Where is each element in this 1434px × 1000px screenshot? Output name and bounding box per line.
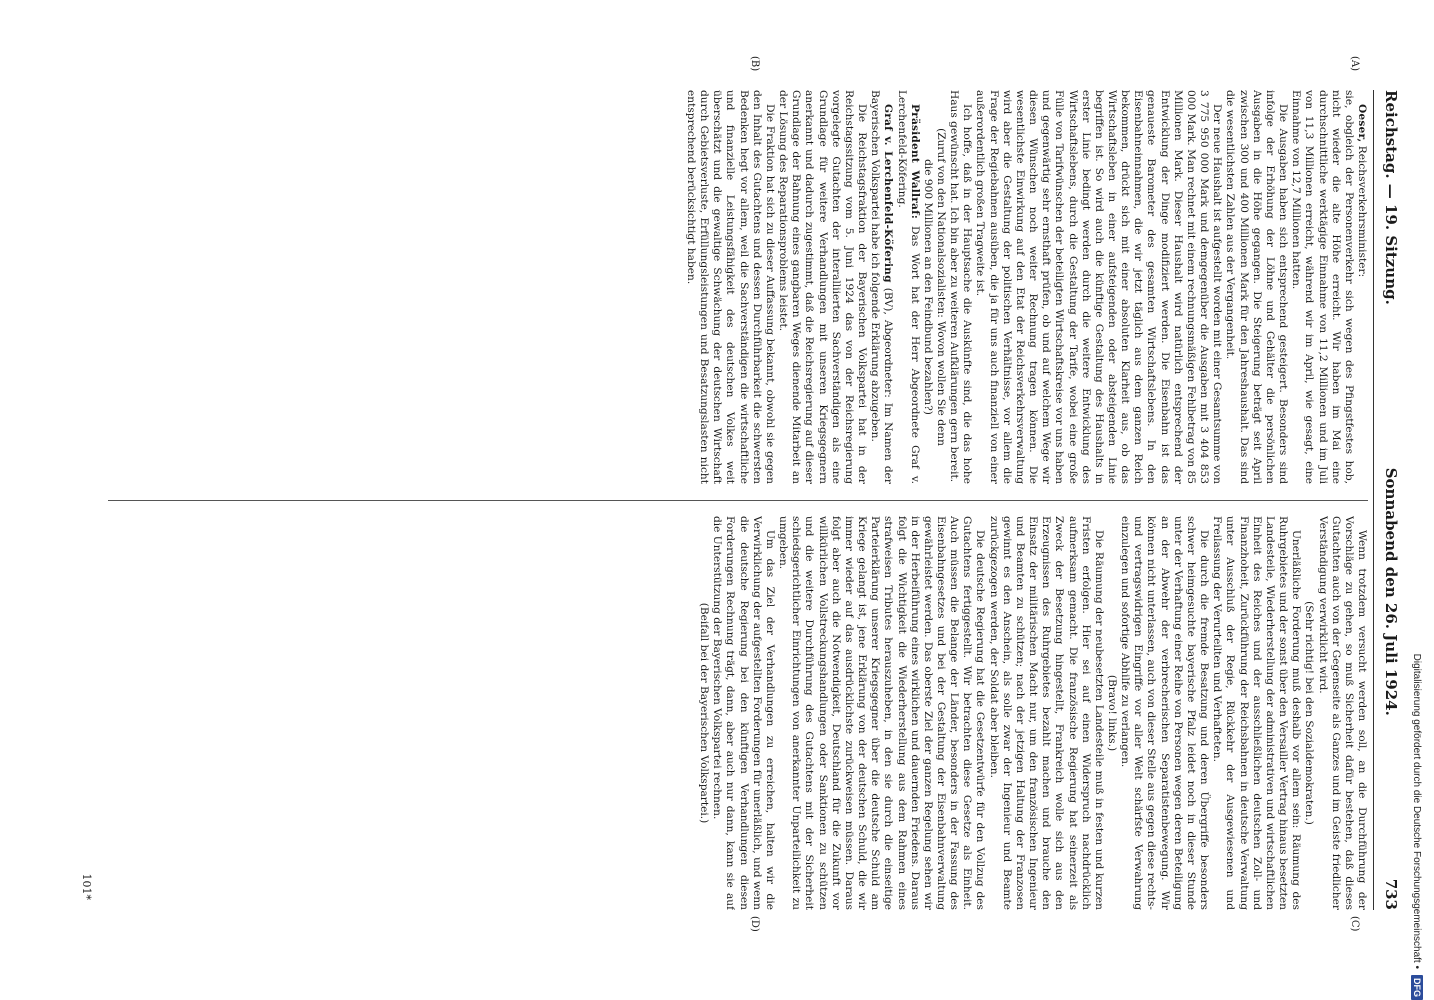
speaker-text: Das Wort hat der Herr Abgeordnete Graf v. Lerchenfeld-Köfering. bbox=[895, 90, 921, 484]
interjection: (Sehr richtig! bei den Sozialdemokraten.) bbox=[1303, 601, 1316, 825]
body-paragraph: Die deutsche Regierung hat die Gesetzentwürfe für den Vollzug des Gutachtens fertiggestellt. Wir betrachten diese Gesetze als Einheit. Auch müssen die Belange der Länder, besonders in der Fassung des Eisenbahngesetzes und bei der Gestaltung der Eisenbahnverwaltung gewährleistet werden. Das oberste Ziel der ganzen Regelung sehen wir in der Herbeiführung eines wirklichen und dauernden Friedens. Daraus folgt die Wichtigkeit die Wiederherstellung aus dem Rahmen eines strafweisen Tributes herauszuheben, in den sie durch die einseitige Parteierklärung unserer Kriegsgegner über die deutsche Schuld am Kriege gelangt ist, jene Erklärung von der deutschen Schuld, die wir immer wieder auf das ausdrücklichste zurückweisen müssen. Daraus folgt aber auch die Notwendigkeit, Deutschland für die Zukunft vor willkürlichen Vollstreckungshandlungen oder Sanktionen zu schützen und die weitere Durchführung des Gutachtens mit der Sicherheit schiedsgerichtlicher Einrichtungen von anerkannter Unparteilichkeit zu umgeben. bbox=[777, 516, 987, 910]
header-left: Reichstag. — 19. Sitzung. bbox=[1382, 90, 1400, 305]
running-head bbox=[1376, 90, 1400, 910]
column-divider bbox=[108, 500, 1368, 501]
header-date: Sonnabend den 26. Juli 1924. bbox=[1382, 467, 1400, 716]
body-paragraph: Die Fraktion hat sich zu dieser Auffassung bekannt, obwohl sie gegen den Inhalt des Gutachtens und dessen Durchführbarkeit die schwersten Bedenken hegt vor allem, weil die Sachverständigen die wirtschaftliche und finanzielle Leistungsfähigkeit des deutschen Volkes weit überschätzt und die gewaltige Schwächung der deutschen Wirtschaft durch Gebietsverluste, Erfüllungsleistungen und Besatzungslasten nicht entsprechend berücksichtigt haben. bbox=[685, 90, 776, 484]
body-paragraph: Unerläßliche Forderung muß deshalb vor allem sein: Räumung des Ruhrgebietes und der sonst über den Versailler Vertrag hinaus besetzten Landesteile, Wiederherstellung der administrativen und wirtschaftlichen Einheit des Reiches und der ausschließlichen deutschen Zoll- und Finanzhoheit, Zurückführung der Reichsbahnen in deutsche Verwaltung unter Ausschluß der Regie, Rückkehr der Ausgewiesenen und Freilassung der Verurteilten und Verhafteten. bbox=[1211, 516, 1303, 910]
body-paragraph: Wenn trotzdem versucht werden soll, an die Durchführung der Vorschläge zu gehen, so muß Sicherheit dafür bestehen, daß dieses Gutachten auch von der Gegenseite als Ganzes und im Geiste friedlicher Verständigung verwirklicht wird. bbox=[1316, 516, 1368, 910]
speaker-text: Reichsverkehrsminister: bbox=[1356, 142, 1368, 278]
header-rule bbox=[1373, 90, 1374, 910]
signature-mark: 101* bbox=[80, 873, 93, 900]
dfg-logo: DFG bbox=[1411, 975, 1423, 1000]
speaker-name: Oeser, bbox=[1356, 104, 1368, 143]
marker-a: (A) bbox=[1349, 56, 1360, 72]
body-paragraph: Ich hoffe, daß in der Hauptsache die Auskünfte sind, die das hohe Haus gewünscht hat. Ich bin aber zu weiteren Aufklärungen gern bereit. bbox=[948, 90, 974, 484]
body-paragraph: sie, obgleich der Personenverkehr sich wegen des Pfingstfestes hob, nicht wieder die alte Höhe erreicht. Wir haben im Mai eine durchschnittliche werktägige Einnahme von 11,2 Millionen und im Juli von 11,3 Millionen erreicht, während wir im April, wie gesagt, eine Einnahme von 12,7 Millionen hatten. bbox=[1290, 90, 1355, 484]
speaker-paragraph bbox=[868, 90, 894, 484]
digitization-credit bbox=[1404, 0, 1430, 1000]
speaker-text: (BV), Abgeordneter: Im Namen der Bayerischen Volkspartei habe ich folgende Erklärung abzugeben. bbox=[869, 90, 895, 484]
speaker-name: Präsident Wallraf: bbox=[908, 104, 921, 219]
body-paragraph: Die Räumung der neubesetzten Landesteile muß in festen und kurzen Fristen erfolgen. Hier sei auf einen Widerspruch nachdrücklich aufmerksam gemacht. Die französische Regierung hat seinerzeit als Zweck der Besetzung hingestellt, Frankreich wolle sich aus den Erzeugnissen des Ruhrgebietes bezahlt machen und brauche den Einsatz der militärischen Macht nur, um den französischen Ingenieur und Beamten zu schützen; nach der jetzigen Haltung der Franzosen gewinnt es den Anschein, als solle zwar der Ingenieur und Beamte zurückgezogen werden, der Soldat aber bleiben. bbox=[987, 516, 1105, 910]
left-column bbox=[108, 90, 1368, 484]
interjection: (Bravo! links.) bbox=[1106, 674, 1119, 752]
speaker-name: Graf v. Lerchenfeld-Köfering bbox=[882, 104, 895, 283]
body-paragraph: Die Reichstagsfraktion der Bayerischen Volkspartei hat in der Reichstagssitzung vom 5. Juni 1924 das von der Reichsregierung vorgelegte Gutachten der interalliierten Sachverständigen als eine Grundlage für weitere Verhandlungen mit unseren Kriegsgegnern anerkannt und dadurch zugestimmt, daß die Reichsregierung auf dieser Grundlage der Bahnung eines gangbaren Weges dienende Mitarbeit an der Lösung des Reparationsproblems leistet. bbox=[777, 90, 869, 484]
document-page bbox=[80, 56, 1400, 932]
body-paragraph: Um das Ziel der Verhandlungen zu erreichen, halten wir die Verwirklichung der aufgestellten Forderungen für unerläßlich, und wenn die deutsche Regierung bei den künftigen Verhandlungen diesen Forderungen Rechnung trägt, dann, aber auch nur dann, kann sie auf die Unterstützung der Bayerischen Volkspartei rechnen. bbox=[711, 516, 776, 910]
marker-b: (B) bbox=[749, 56, 760, 72]
marker-d: (D) bbox=[749, 916, 760, 932]
body-paragraph: Die durch die fremde Besatzung und deren Übergriffe besonders schwer heimgesuchte bayerische Pfalz leidet noch in dieser Stunde unter der Verhaftung einer Reihe von Personen wegen deren Beteiligung an der Abwehr der verbrecherischen Separatistenbewegung. Wir können nicht unterlassen, auch von dieser Stelle aus gegen diese rechts- und vertragswidrigen Eingriffe vor aller Welt schärfste Verwahrung einzulegen und sofortige Abhilfe zu verlangen. bbox=[1119, 516, 1211, 910]
interjection: (Zuruf von den Nationalsozialisten: Wovon wollen Sie denn die 900 Millionen an den Feindbund bezahlen?) bbox=[921, 128, 947, 446]
speaker-paragraph bbox=[1355, 90, 1368, 484]
body-paragraph: Der neue Haushalt ist aufgestellt worden mit einer Gesamtsumme von 3 775 950 000 Mark und demgegenüber die Ausgaben mit 3 404 853 000 Mark. Man rechnet mit einem rechnungsmäßigen Fehlbetrag von 85 Millionen Mark. Dieser Haushalt wird natürlich entsprechend der Entwicklung der Dinge modifiziert werden. Die Eisenbahn ist das genaueste Barometer des gesamten Wirtschaftslebens. In den Eisenbahneinnahmen, die wir jetzt täglich aus dem ganzen Reich bekommen, drückt sich mit einer absoluten Klarheit aus, ob das Wirtschaftsleben in einer aufsteigenden oder absteigenden Linie begriffen ist. So wird auch die künftige Gestaltung des Haushalts in erster Linie bedingt werden durch die weitere Entwicklung des Wirtschaftslebens, durch die Gestaltung der Tarife, wobei eine große Fülle von Tarifwünschen der beteiligten Wirtschaftskreise vor uns haben und gegenwärtig sehr ernsthaft prüfen, ob und auf welchem Wege wir diesen Wünschen noch weiter Rechnung tragen können. Die wesentlichste Einwirkung auf den Etat der Reichsverkehrsverwaltung wird aber die Gestaltung der politischen Verhältnisse, vor allem die Frage der Regiebahnen ausüben, die ja für uns auch finanziell von einer außerordentlich großen Tragweite ist. bbox=[974, 90, 1224, 484]
body-paragraph: Die Ausgaben haben sich entsprechend gesteigert. Besonders sind infolge der Erhöhung der Löhne und Gehälter die persönlichen Ausgaben in die Höhe gegangen. Die Steigerung beträgt seit April zwischen 300 und 400 Millionen Mark für den Jahreshaushalt. Das sind die wesentlichsten Zahlen aus der Vergangenheit. bbox=[1224, 90, 1290, 484]
credit-text: Digitalisierung gefördert durch die Deutsche Forschungsgemeinschaft • bbox=[1411, 653, 1423, 969]
marker-c: (C) bbox=[1349, 916, 1360, 932]
right-column bbox=[108, 516, 1368, 910]
page-number: 733 bbox=[1382, 878, 1400, 910]
speaker-paragraph bbox=[894, 90, 920, 484]
interjection: (Beifall bei der Bayerischen Volkspartei.) bbox=[698, 602, 711, 824]
